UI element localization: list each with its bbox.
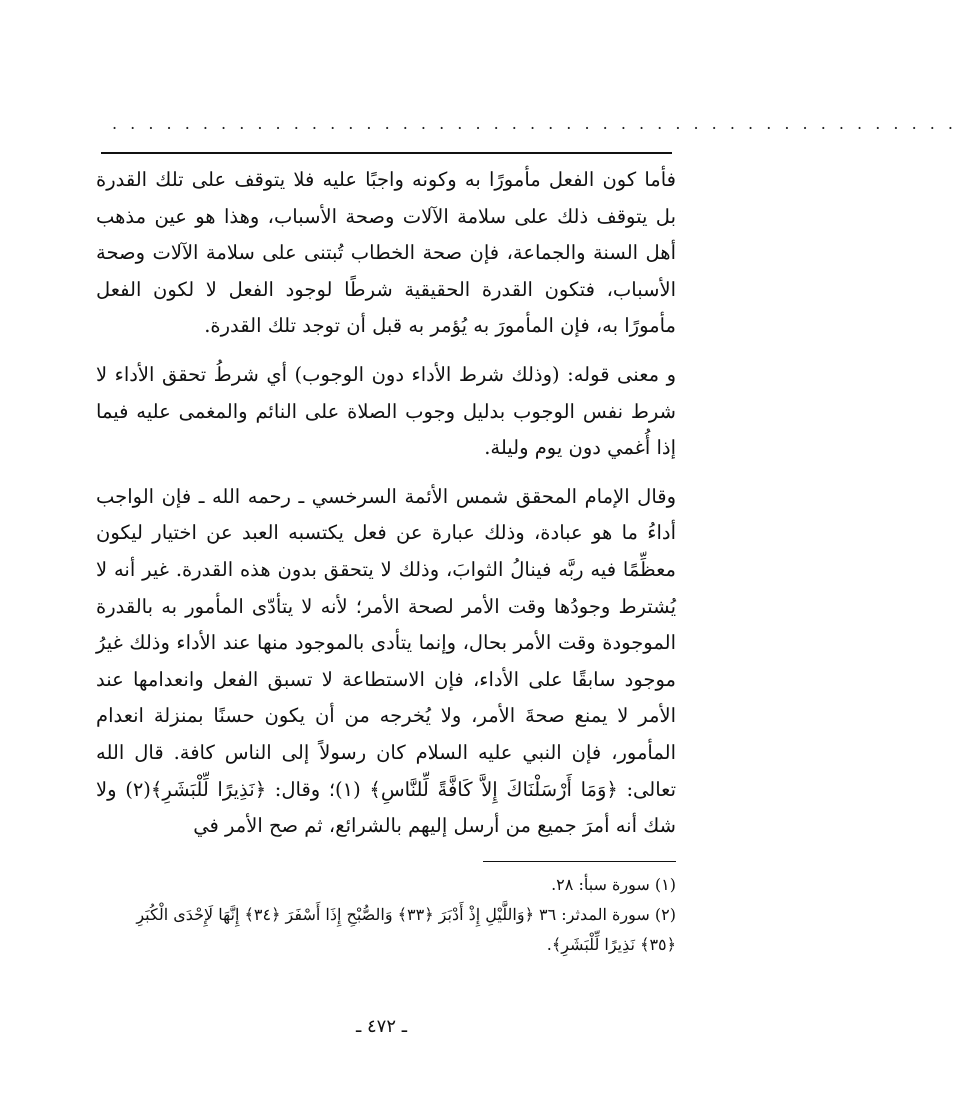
footnote-text: سورة المدثر: ٣٦ ﴿وَاللَّيْلِ إِذْ أَدْبَرَ ﴿٣٣﴾ وَالصُّبْحِ إِذَا أَسْفَرَ ﴿٣٤﴾ إِنَّهَا لَإِحْدَى الْكُبَرِ ﴿٣٥﴾ نَذِيرًا لِّلْبَشَرِ﴾. — [136, 905, 676, 954]
page-number: ـ ٤٧٢ ـ — [355, 1016, 407, 1037]
paragraph-1: فأما كون الفعل مأمورًا به وكونه واجبًا عليه فلا يتوقف على تلك القدرة بل يتوقف ذلك على سلامة الآلات وصحة الأسباب، وهذا هو عين مذهب أهل السنة والجماعة، فإن صحة الخطاب تُبتنى على سلامة الآلات وصحة الأسباب، فتكون القدرة الحقيقية شرطًا لوجود الفعل لا لكون الفعل مأمورًا به، فإن المأمورَ به يُؤمر به قبل أن توجد تلك القدرة. — [96, 168, 676, 338]
footnote-2 — [96, 900, 676, 960]
footnote-text: سورة سبأ: ٢٨. — [551, 875, 650, 894]
footnote-separator — [483, 861, 676, 862]
footnotes — [96, 870, 676, 960]
header-dotted-line: . . . . . . . . . . . . . . . . . . . . . . . . . . . . . . . . . . . . . . . . . . . . . . . — [112, 114, 957, 133]
main-text — [96, 162, 676, 845]
header-rule — [101, 152, 672, 154]
footnote-1 — [96, 870, 676, 900]
paragraph-2: و معنى قوله: (وذلك شرط الأداء دون الوجوب) أي شرطُ تحقق الأداء لا شرط نفس الوجوب بدليل وجوب الصلاة على النائم والمغمى عليه فيما إذا أُغمي دون يوم وليلة. — [96, 362, 676, 460]
footnote-number: (٢) — [654, 905, 676, 924]
paragraph-3: وقال الإمام المحقق شمس الأئمة السرخسي ـ رحمه الله ـ فإن الواجب أداءُ ما هو عبادة، وذلك عبارة عن فعل يكتسبه العبد عن اختيار ليكون معظِّمًا فيه ربَّه فينالُ الثوابَ، وذلك لا يتحقق بدون هذه القدرة. غير أنه لا يُشترط وجودُها وقت الأمر لصحة الأمر؛ لأنه لا يتأدّى المأمور به بالقدرة الموجودة وقت الأمر بحال، وإنما يتأدى بالموجود منها عند الأداء وذلك غيرُ موجود سابقًا على الأداء، فإن الاستطاعة لا تسبق الفعل وانعدامها عند الأمر لا يمنع صحةَ الأمر، ولا يُخرجه من أن يكون حسنًا بمنزلة انعدام المأمور، فإن النبي عليه السلام كان رسولاً إلى الناس كافة. قال الله تعالى: ﴿وَمَا أَرْسَلْنَاكَ إِلاَّ كَافَّةً لِّلنَّاسِ﴾ (١)؛ وقال: ﴿نَذِيرًا لِّلْبَشَرِ﴾(٢) ولا شك أنه أمرَ جميع من أرسل إليهم بالشرائع، ثم صح الأمر في — [96, 484, 676, 838]
footnote-number: (١) — [654, 875, 676, 894]
